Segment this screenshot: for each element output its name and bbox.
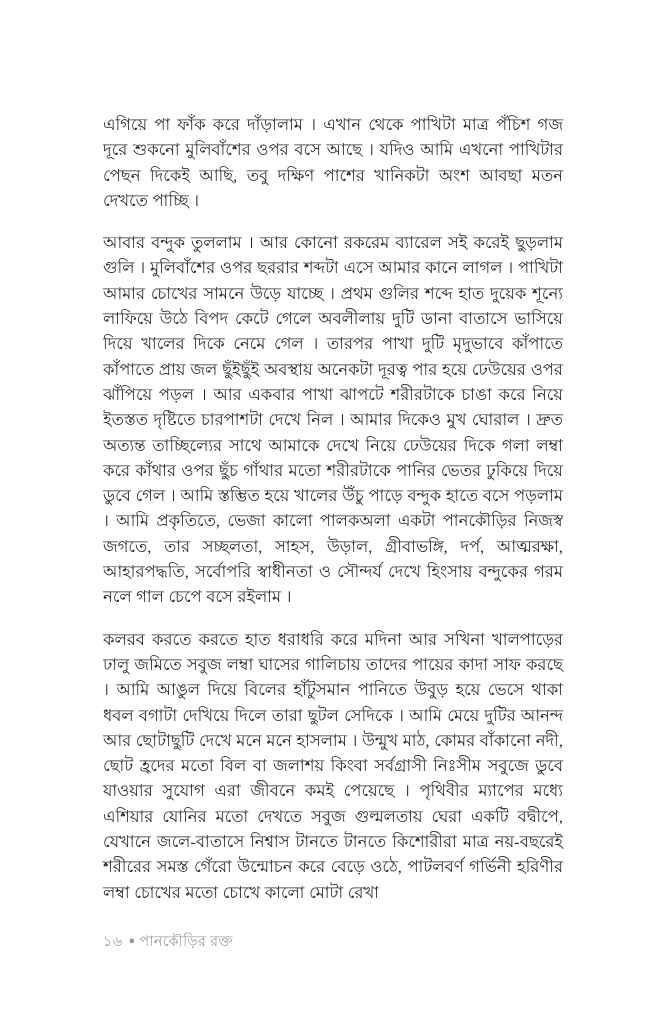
footer-page-number: ১৬	[103, 934, 123, 950]
page-text-body	[103, 112, 563, 905]
page-footer	[103, 931, 233, 952]
paragraph-3: কলরব করতে করতে হাত ধরাধরি করে মদিনা আর সখিনা খালপাড়ের ঢালু জমিতে সবুজ লম্বা ঘাসের গালিচায় তাদের পায়ের কাদা সাফ করছে । আমি আঙুল দিয়ে বিলের হাঁটুসমান পানিতে উবুড় হয়ে ভেসে থাকা ধবল বগাটা দেখিয়ে দিলে তারা ছুটল সেদিকে । আমি মেয়ে দুটির আনন্দ আর ছোটাছুটি দেখে মনে মনে হাসলাম । উন্মুখ মাঠ, কোমর বাঁকানো নদী, ছোট হ্রদের মতো বিল বা জলাশয় কিংবা সর্বগ্রাসী নিঃসীম সবুজে ডুবে যাওয়ার সুযোগ এরা জীবনে কমই পেয়েছে । পৃথিবীর ম্যাপের মধ্যে এশিয়ার যোনির মতো দেখতে সবুজ গুল্মলতায় ঘেরা একটি বদ্বীপে, যেখানে জলে-বাতাসে নিশ্বাস টানতে টানতে কিশোরীরা মাত্র নয়-বছরেই শরীরের সমস্ত গেঁরো উন্মোচন করে বেড়ে ওঠে, পাটলবর্ণ গর্ভিনী হরিণীর লম্বা চোখের মতো চোখে কালো মোটা রেখা	[103, 629, 563, 902]
footer-book-title: পানকৌড়ির রক্ত	[139, 934, 233, 950]
footer-separator-dot: ●	[128, 935, 136, 947]
paragraph-1: এগিয়ে পা ফাঁক করে দাঁড়ালাম । এখান থেকে পাখিটা মাত্র পঁচিশ গজ দূরে শুকনো মুলিবাঁশের ওপর বসে আছে । যদিও আমি এখনো পাখিটার পেছন দিকেই আছি, তবু দক্ষিণ পাশের খানিকটা অংশ আবছা মতন দেখতে পাচ্ছি ।	[103, 115, 563, 210]
paragraph-2: আবার বন্দুক তুললাম । আর কোনো রকরেম ব্যারেল সই করেই ছুড়লাম গুলি । মুলিবাঁশের ওপর ছররার শব্দটা এসে আমার কানে লাগল । পাখিটা আমার চোখের সামনে উড়ে যাচ্ছে । প্রথম গুলির শব্দে হাত দুয়েক শূন্যে লাফিয়ে উঠে বিপদ কেটে গেলে অবলীলায় দুটি ডানা বাতাসে ভাসিয়ে দিয়ে খালের দিকে নেমে গেল । তারপর পাখা দুটি মৃদুভাবে কাঁপাতে কাঁপাতে প্রায় জল ছুঁইছুঁই অবস্থায় অনেকটা দূরত্ব পার হয়ে ঢেউয়ের ওপর ঝাঁপিয়ে পড়ল । আর একবার পাখা ঝাপটে শরীরটাকে চাঙা করে নিয়ে ইতস্তত দৃষ্টিতে চারপাশটা দেখে নিল । আমার দিকেও মুখ ঘোরাল । দ্রুত অত্যন্ত তাচ্ছিল্যের সাথে আমাকে দেখে নিয়ে ঢেউয়ের দিকে গলা লম্বা করে কাঁথার ওপর ছুঁচ গাঁথার মতো শরীরটাকে পানির ভেতর ঢুকিয়ে দিয়ে ডুবে গেল । আমি স্তম্ভিত হয়ে খালের উঁচু পাড়ে বন্দুক হাতে বসে পড়লাম । আমি প্রকৃতিতে, ভেজা কালো পালকঅলা একটা পানকৌড়ির নিজস্ব জগতে, তার সচ্ছলতা, সাহস, উড়াল, গ্রীবাভঙ্গি, দর্প, আত্মরক্ষা, আহারপদ্ধতি, সর্বোপরি স্বাধীনতা ও সৌন্দর্য দেখে হিংসায় বন্দুকের গরম নলে গাল চেপে বসে রইলাম ।	[103, 233, 563, 607]
